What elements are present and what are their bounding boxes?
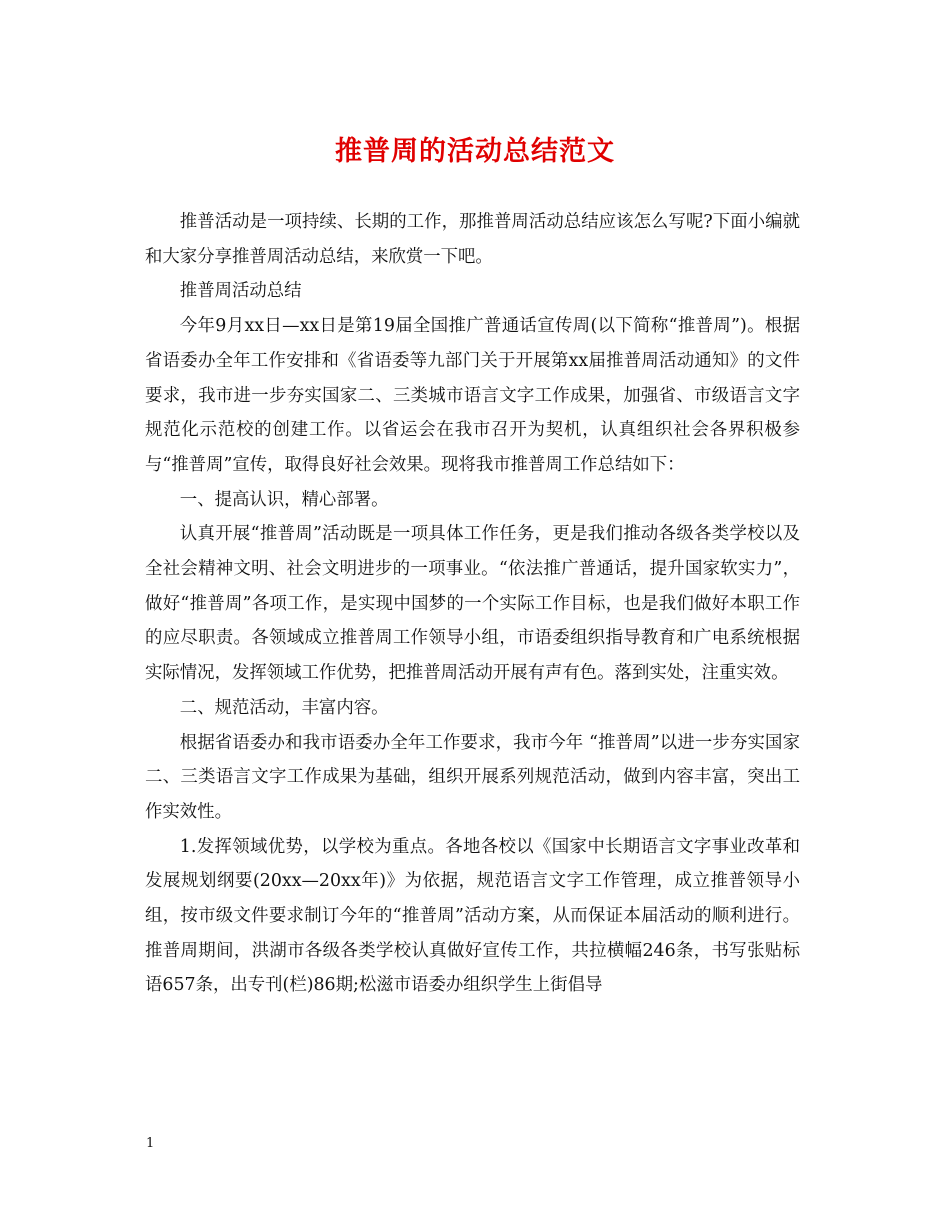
heading-one: 一、提高认识，精心部署。 (179, 489, 389, 510)
document-title: 推普周的活动总结范文 (335, 136, 615, 167)
heading-two: 二、规范活动，丰富内容。 (179, 697, 389, 718)
intro-paragraph: 推普活动是一项持续、长期的工作，那推普周活动总结应该怎么写呢?下面小编就和大家分享推普周活动总结，来欣赏一下吧。 (145, 212, 800, 267)
section-heading: 推普周活动总结 (179, 281, 302, 302)
overview-paragraph: 今年9月xx日—xx日是第19届全国推广普通话宣传周(以下简称“推普周”)。根据省语委办全年工作安排和《省语委等九部门关于开展第xx届推普周活动通知》的文件要求，我市进一步夯实国家二、三类城市语言文字工作成果，加强省、市级语言文字规范化示范校的创建工作。以省运会在我市召开为契机，认真组织社会各界积极参与“推普周”宣传，取得良好社会效果。现将我市推普周工作总结如下： (145, 316, 800, 475)
body-paragraph: 根据省语委办和我市语委办全年工作要求，我市今年 “推普周”以进一步夯实国家二、三类语言文字工作成果为基础，组织开展系列规范活动，做到内容丰富，突出工作实效性。 (145, 732, 800, 822)
document-body (145, 205, 800, 1003)
body-paragraph: 认真开展“推普周”活动既是一项具体工作任务，更是我们推动各级各类学校以及全社会精神文明、社会文明进步的一项事业。“依法推广普通话，提升国家软实力”，做好“推普周”各项工作，是实现中国梦的一个实际工作目标，也是我们做好本职工作的应尽职责。各领域成立推普周工作领导小组，市语委组织指导教育和广电系统根据实际情况，发挥领域工作优势，把推普周活动开展有声有色。落到实处，注重实效。 (145, 524, 800, 684)
page-number: 1 (146, 1136, 155, 1151)
body-paragraph: 1.发挥领域优势，以学校为重点。各地各校以《国家中长期语言文字事业改革和发展规划纲要(20xx—20xx年)》为依据，规范语言文字工作管理，成立推普领导小组，按市级文件要求制订今年的“推普周”活动方案，从而保证本届活动的顺利进行。推普周期间，洪湖市各级各类学校认真做好宣传工作，共拉横幅246条，书写张贴标语657条，出专刊(栏)86期;松滋市语委办组织学生上街倡导 (145, 836, 800, 996)
